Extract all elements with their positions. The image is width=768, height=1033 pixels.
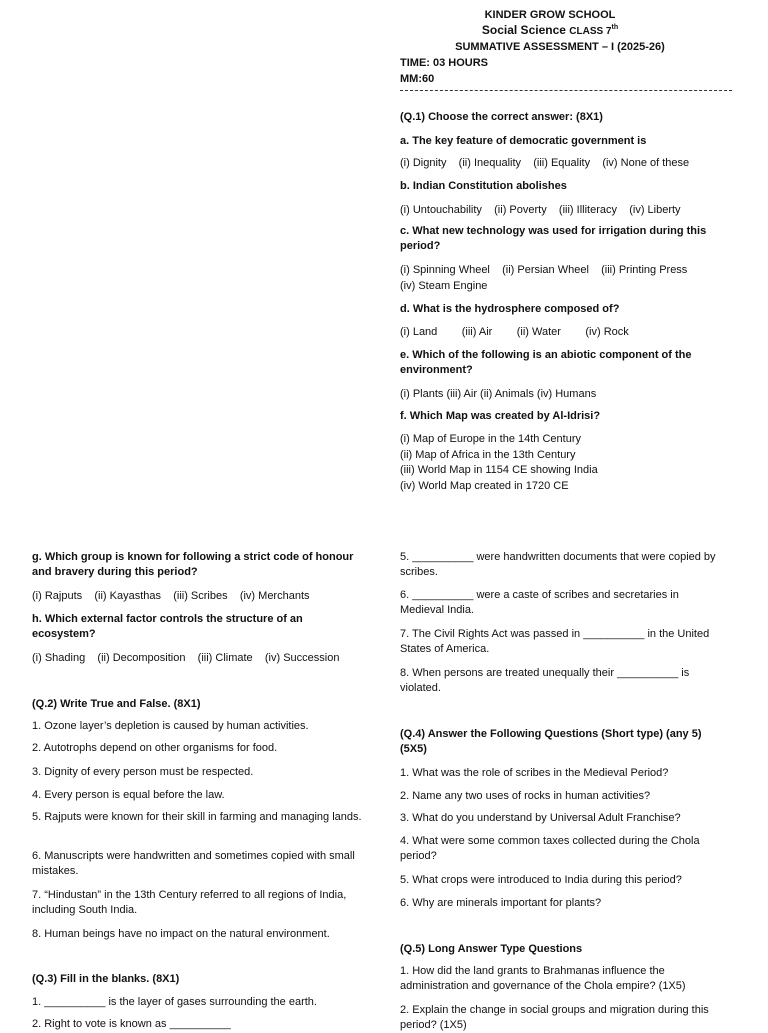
- q1-heading: (Q.1) Choose the correct answer: (8X1): [400, 111, 603, 123]
- q1-a-question: a. The key feature of democratic government is: [400, 135, 647, 147]
- q3-heading: (Q.3) Fill in the blanks. (8X1): [32, 973, 180, 985]
- q1-e-question: e. Which of the following is an abiotic component of the environment?: [400, 349, 692, 376]
- q2-item-3: 3. Dignity of every person must be respected.: [32, 766, 254, 778]
- q3-item-1: 1. __________ is the layer of gases surrounding the earth.: [32, 996, 317, 1008]
- q3-item-2: 2. Right to vote is known as __________: [32, 1018, 231, 1030]
- q2-item-6: 6. Manuscripts were handwritten and sometimes copied with small mistakes.: [32, 850, 355, 877]
- q1-h-question: h. Which external factor controls the structure of an ecosystem?: [32, 613, 303, 640]
- q1-b-question: b. Indian Constitution abolishes: [400, 180, 567, 192]
- class-sup: th: [611, 24, 619, 31]
- subject-line: [460, 23, 640, 39]
- q4-item-1: 1. What was the role of scribes in the Medieval Period?: [400, 767, 669, 779]
- q1-d-options: (i) Land (iii) Air (ii) Water (iv) Rock: [400, 326, 629, 338]
- max-marks: MM:60: [400, 73, 435, 85]
- q1-a-options: (i) Dignity (ii) Inequality (iii) Equality (iv) None of these: [400, 157, 690, 169]
- q4-item-3: 3. What do you understand by Universal Adult Franchise?: [400, 812, 681, 824]
- q1-g-options: (i) Rajputs (ii) Kayasthas (iii) Scribes (iv) Merchants: [32, 590, 310, 602]
- q1-f-option-1: (i) Map of Europe in the 14th Century: [400, 433, 581, 445]
- class-label: CLASS 7: [569, 26, 612, 37]
- q5-item-2: 2. Explain the change in social groups and migration during this period? (1X5): [400, 1004, 709, 1031]
- q1-c-options-1: (i) Spinning Wheel (ii) Persian Wheel (iii) Printing Press: [400, 264, 688, 276]
- exam-title: SUMMATIVE ASSESSMENT – I (2025-26): [455, 41, 665, 53]
- q2-heading: (Q.2) Write True and False. (8X1): [32, 698, 201, 710]
- q1-h-options: (i) Shading (ii) Decomposition (iii) Climate (iv) Succession: [32, 652, 340, 664]
- q1-b-options: (i) Untouchability (ii) Poverty (iii) Illiteracy (iv) Liberty: [400, 204, 681, 216]
- exam-time: TIME: 03 HOURS: [400, 57, 489, 69]
- q1-g-question: g. Which group is known for following a strict code of honour and bravery during this period?: [32, 551, 354, 578]
- q3-item-6: 6. __________ were a caste of scribes and secretaries in Medieval India.: [400, 589, 679, 616]
- q4-item-4: 4. What were some common taxes collected during the Chola period?: [400, 835, 700, 862]
- q2-item-2: 2. Autotrophs depend on other organisms for food.: [32, 742, 278, 754]
- q1-f-question: f. Which Map was created by Al-Idrisi?: [400, 410, 601, 422]
- q3-item-7: 7. The Civil Rights Act was passed in __________ in the United States of America.: [400, 628, 710, 655]
- q1-c-question: c. What new technology was used for irrigation during this period?: [400, 225, 707, 252]
- q1-f-option-4: (iv) World Map created in 1720 CE: [400, 480, 569, 492]
- q1-f-option-3: (iii) World Map in 1154 CE showing India: [400, 464, 598, 476]
- q5-heading: (Q.5) Long Answer Type Questions: [400, 943, 583, 955]
- q1-f-option-2: (ii) Map of Africa in the 13th Century: [400, 449, 576, 461]
- q4-item-5: 5. What crops were introduced to India during this period?: [400, 874, 682, 886]
- q5-item-1: 1. How did the land grants to Brahmanas influence the administration and governance of the Chola empire? (1X5): [400, 965, 686, 992]
- q3-item-8: 8. When persons are treated unequally their __________ is violated.: [400, 667, 690, 694]
- q2-item-8: 8. Human beings have no impact on the natural environment.: [32, 928, 330, 940]
- q4-heading: (Q.4) Answer the Following Questions (Short type) (any 5) (5X5): [400, 728, 702, 755]
- q1-d-question: d. What is the hydrosphere composed of?: [400, 303, 620, 315]
- q4-item-2: 2. Name any two uses of rocks in human activities?: [400, 790, 651, 802]
- q1-c-options-2: (iv) Steam Engine: [400, 280, 488, 292]
- q2-item-4: 4. Every person is equal before the law.: [32, 789, 225, 801]
- header-divider: [400, 90, 732, 91]
- subject-title: Social Science: [481, 23, 566, 37]
- q4-item-6: 6. Why are minerals important for plants?: [400, 897, 602, 909]
- q2-item-1: 1. Ozone layer’s depletion is caused by human activities.: [32, 720, 309, 732]
- q1-e-options: (i) Plants (iii) Air (ii) Animals (iv) Humans: [400, 388, 597, 400]
- q2-item-7: 7. “Hindustan” in the 13th Century referred to all regions of India, including South India.: [32, 889, 347, 916]
- q2-item-5: 5. Rajputs were known for their skill in farming and managing lands.: [32, 811, 362, 823]
- q3-item-5: 5. __________ were handwritten documents that were copied by scribes.: [400, 551, 716, 578]
- school-name: KINDER GROW SCHOOL: [484, 9, 616, 21]
